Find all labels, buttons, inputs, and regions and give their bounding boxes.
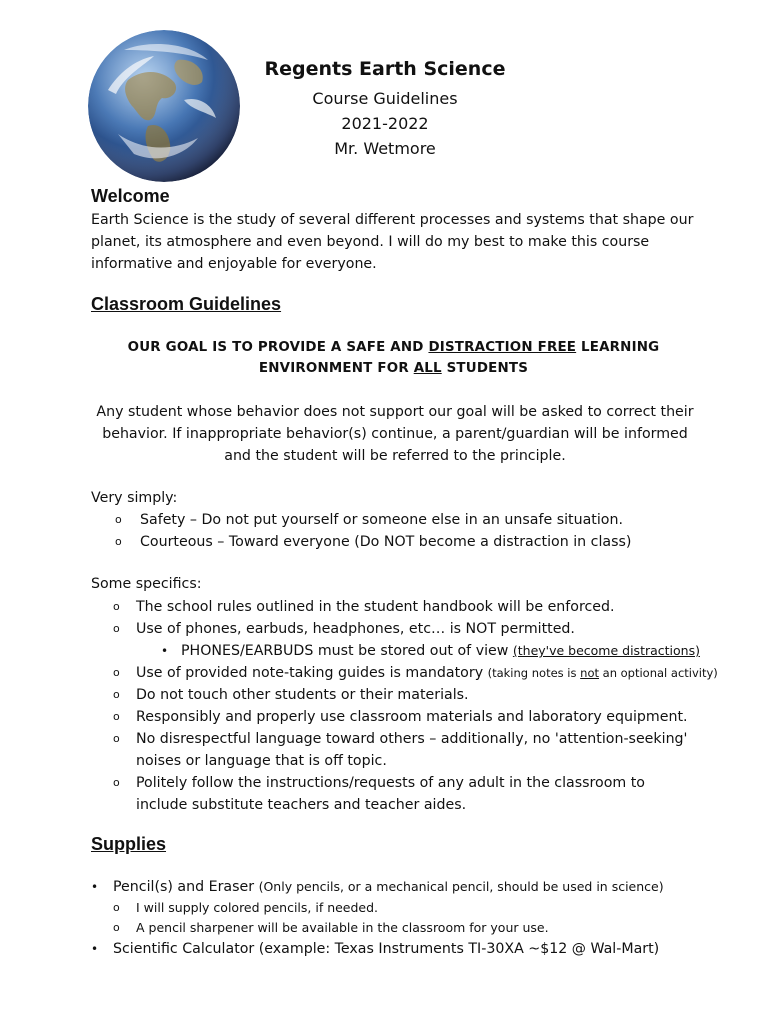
open-bullet-icon: o: [115, 513, 122, 526]
open-bullet-icon: o: [113, 688, 120, 701]
supply-pencils: Pencil(s) and Eraser: [113, 879, 259, 895]
supplies-heading: Supplies: [91, 834, 167, 854]
open-bullet-icon: o: [113, 732, 120, 745]
list-item: [91, 684, 731, 706]
document-title: Regents Earth Science: [264, 58, 506, 80]
notes-note-underlined: not: [580, 666, 599, 680]
open-bullet-icon: o: [113, 600, 120, 613]
specifics-list: [91, 596, 731, 816]
list-item: [91, 918, 741, 938]
notes-note-a: (taking notes is: [487, 666, 581, 680]
specific-adults: Politely follow the instructions/requests of any adult in the classroom to include substitute teachers and teacher aides.: [136, 775, 645, 813]
specific-no-touch: Do not touch other students or their materials.: [136, 687, 469, 703]
specific-language: No disrespectful language toward others – additionally, no 'attention-seeking' noises or language that is off topic.: [136, 731, 688, 769]
some-specifics-label: Some specifics:: [91, 576, 202, 592]
list-item: [91, 596, 731, 618]
open-bullet-icon: o: [113, 776, 120, 789]
goal-text-c: STUDENTS: [441, 361, 529, 376]
open-bullet-icon: o: [113, 921, 120, 934]
specific-phones-note: (they've become distractions): [512, 643, 700, 658]
open-bullet-icon: o: [113, 710, 120, 723]
specific-notes: Use of provided note-taking guides is mandatory: [136, 665, 488, 681]
open-bullet-icon: o: [113, 666, 120, 679]
supplies-list: [91, 876, 741, 960]
supply-sharpener: A pencil sharpener will be available in the classroom for your use.: [136, 920, 549, 935]
goal-statement: [91, 337, 696, 379]
goal-text-a: OUR GOAL IS TO PROVIDE A SAFE AND: [127, 340, 429, 355]
solid-bullet-icon: •: [161, 644, 169, 658]
goal-text-b: LEARNING ENVIRONMENT FOR: [258, 340, 660, 376]
school-year: 2021-2022: [341, 114, 429, 133]
list-item: [91, 662, 731, 684]
open-bullet-icon: o: [113, 901, 120, 914]
specific-phones-storage: PHONES/EARBUDS must be stored out of view: [181, 643, 513, 659]
globe-icon: [88, 30, 240, 182]
specific-materials: Responsibly and properly use classroom materials and laboratory equipment.: [136, 709, 688, 725]
document-subtitle: Course Guidelines: [312, 89, 458, 108]
specific-notes-note: [488, 666, 718, 680]
list-item: [91, 509, 731, 531]
title-block: [240, 58, 530, 161]
list-item: [91, 938, 741, 960]
notes-note-b: an optional activity): [599, 666, 718, 680]
teacher-name: Mr. Wetmore: [334, 139, 436, 158]
earth-globe-image: [88, 30, 240, 182]
rule-safety: Safety – Do not put yourself or someone else in an unsafe situation.: [140, 512, 623, 528]
list-item: [91, 706, 731, 728]
behavior-statement: Any student whose behavior does not support our goal will be asked to correct their behavior. If inappropriate behavior(s) continue, a parent/guardian will be informed and the student will be referred to the principle.: [96, 404, 694, 464]
supply-pencils-note: (Only pencils, or a mechanical pencil, should be used in science): [258, 879, 664, 894]
list-item: [91, 772, 676, 816]
rule-courteous: Courteous – Toward everyone (Do NOT become a distraction in class): [140, 534, 632, 550]
supply-colored-pencils: I will supply colored pencils, if needed.: [136, 900, 379, 915]
very-simply-label: Very simply:: [91, 490, 178, 506]
open-bullet-icon: o: [113, 622, 120, 635]
guidelines-heading: Classroom Guidelines: [91, 294, 282, 314]
welcome-heading: Welcome: [91, 186, 170, 206]
list-item: [91, 618, 731, 640]
specific-phones: Use of phones, earbuds, headphones, etc… is NOT permitted.: [136, 621, 575, 637]
solid-bullet-icon: •: [91, 880, 99, 894]
list-item: [91, 728, 696, 772]
supply-calculator: Scientific Calculator (example: Texas Instruments TI-30XA ~$12 @ Wal-Mart): [113, 941, 660, 957]
solid-bullet-icon: •: [91, 942, 99, 956]
goal-text-underlined-1: DISTRACTION FREE: [428, 340, 577, 355]
list-item: [91, 531, 731, 553]
open-bullet-icon: o: [115, 535, 122, 548]
simple-rules-list: [91, 509, 731, 553]
list-item: [91, 876, 741, 898]
list-item: [91, 640, 731, 662]
specific-handbook: The school rules outlined in the student handbook will be enforced.: [136, 599, 615, 615]
welcome-text: Earth Science is the study of several different processes and systems that shape our planet, its atmosphere and even beyond. I will do my best to make this course informative and enjoyable for everyone.: [91, 212, 694, 272]
list-item: [91, 898, 741, 918]
goal-text-underlined-2: ALL: [413, 361, 442, 376]
